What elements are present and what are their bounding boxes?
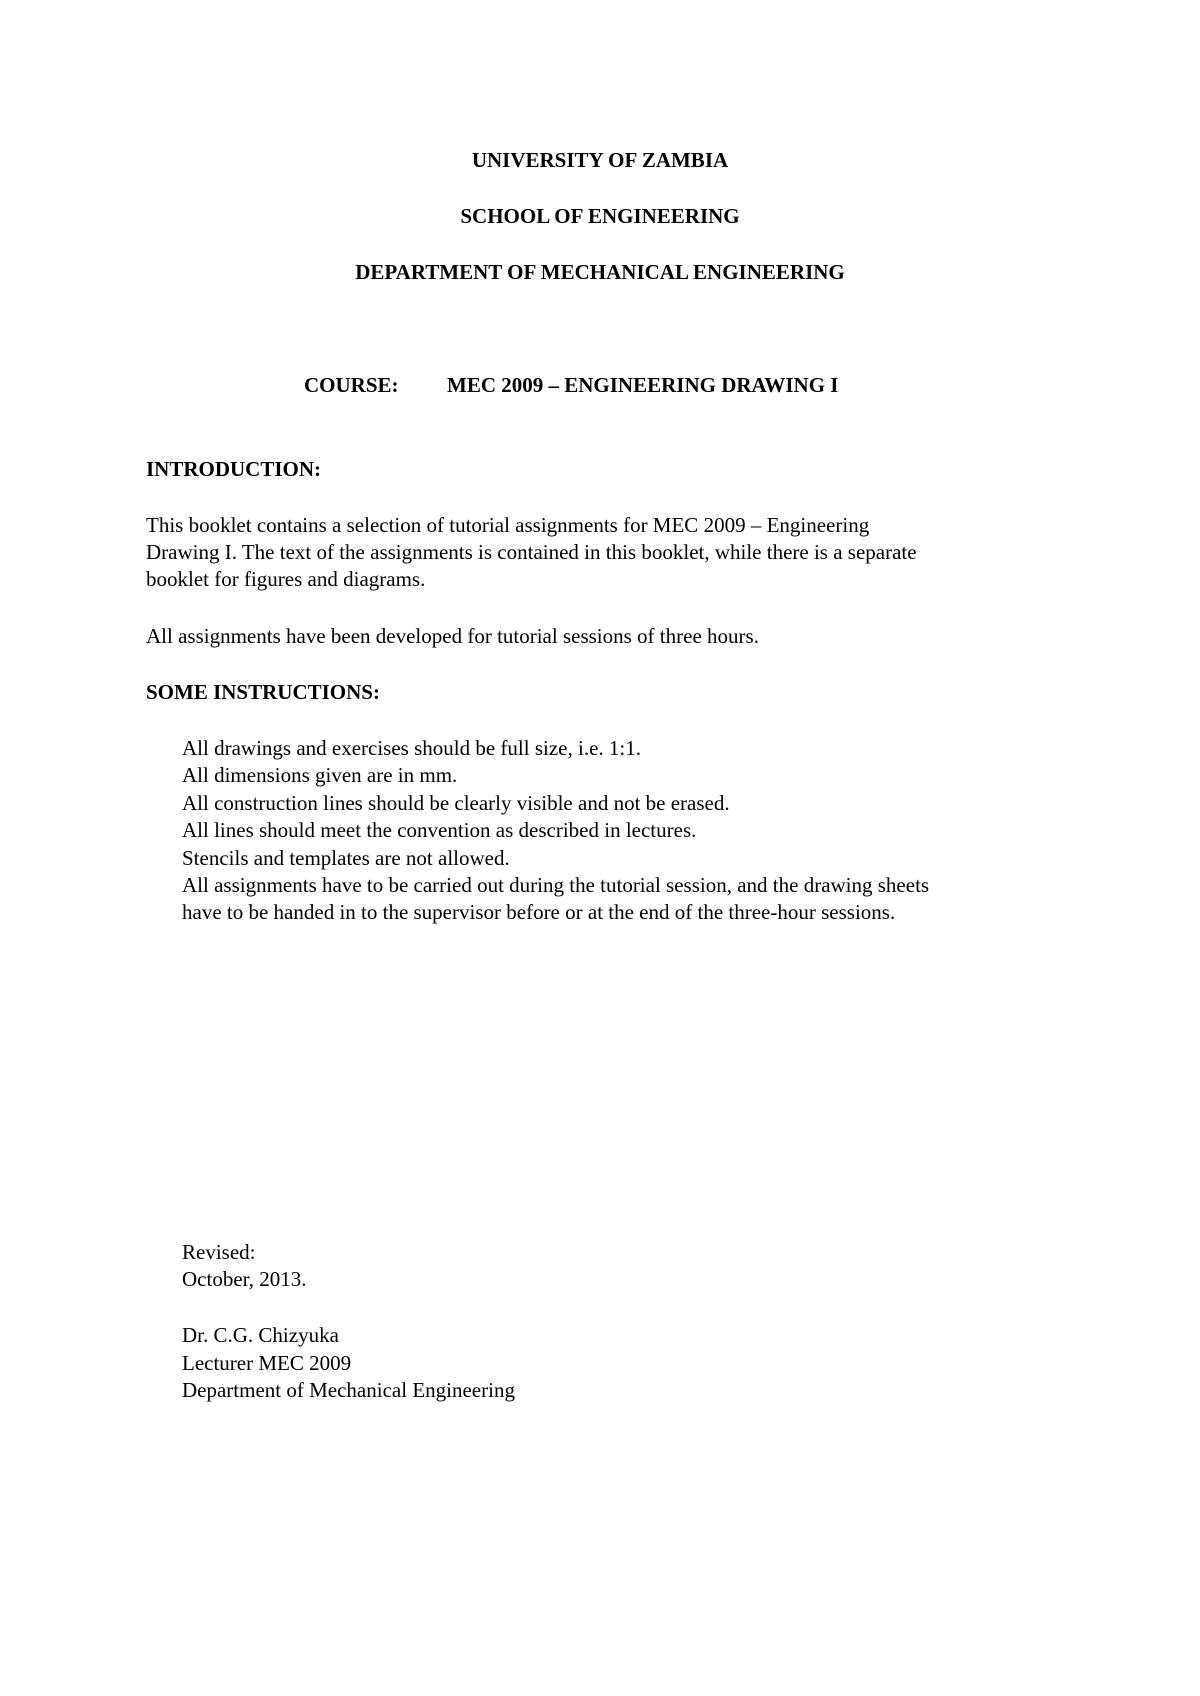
instruction-line: All construction lines should be clearly visible and not be erased. [182,791,730,815]
instruction-line: All lines should meet the convention as described in lectures. [182,818,697,842]
course-value: MEC 2009 – ENGINEERING DRAWING I [447,373,839,397]
revised-date: October, 2013. [182,1267,307,1291]
instruction-line: Stencils and templates are not allowed. [182,846,510,870]
school-title: SCHOOL OF ENGINEERING [460,204,740,228]
course-line [304,372,839,398]
university-title: UNIVERSITY OF ZAMBIA [471,148,729,172]
author-department: Department of Mechanical Engineering [182,1378,515,1402]
revised-label: Revised: [182,1240,256,1264]
instruction-line: have to be handed in to the supervisor before or at the end of the three-hour sessions. [182,900,896,924]
instruction-line: All assignments have to be carried out during the tutorial session, and the drawing sheets [182,873,930,897]
instruction-line: All dimensions given are in mm. [182,763,458,787]
intro-paragraph-line: booklet for figures and diagrams. [146,567,426,591]
instruction-line: All drawings and exercises should be full size, i.e. 1:1. [182,736,641,760]
author-name: Dr. C.G. Chizyuka [182,1323,339,1347]
instructions-heading: SOME INSTRUCTIONS: [146,680,380,704]
intro-paragraph-line: This booklet contains a selection of tutorial assignments for MEC 2009 – Engineering [146,513,870,537]
department-title: DEPARTMENT OF MECHANICAL ENGINEERING [355,260,845,284]
course-label: COURSE: [304,373,399,397]
introduction-heading: INTRODUCTION: [146,457,322,481]
sessions-note: All assignments have been developed for tutorial sessions of three hours. [146,624,759,648]
author-title: Lecturer MEC 2009 [182,1351,352,1375]
intro-paragraph-line: Drawing I. The text of the assignments is contained in this booklet, while there is a separate [146,540,917,564]
